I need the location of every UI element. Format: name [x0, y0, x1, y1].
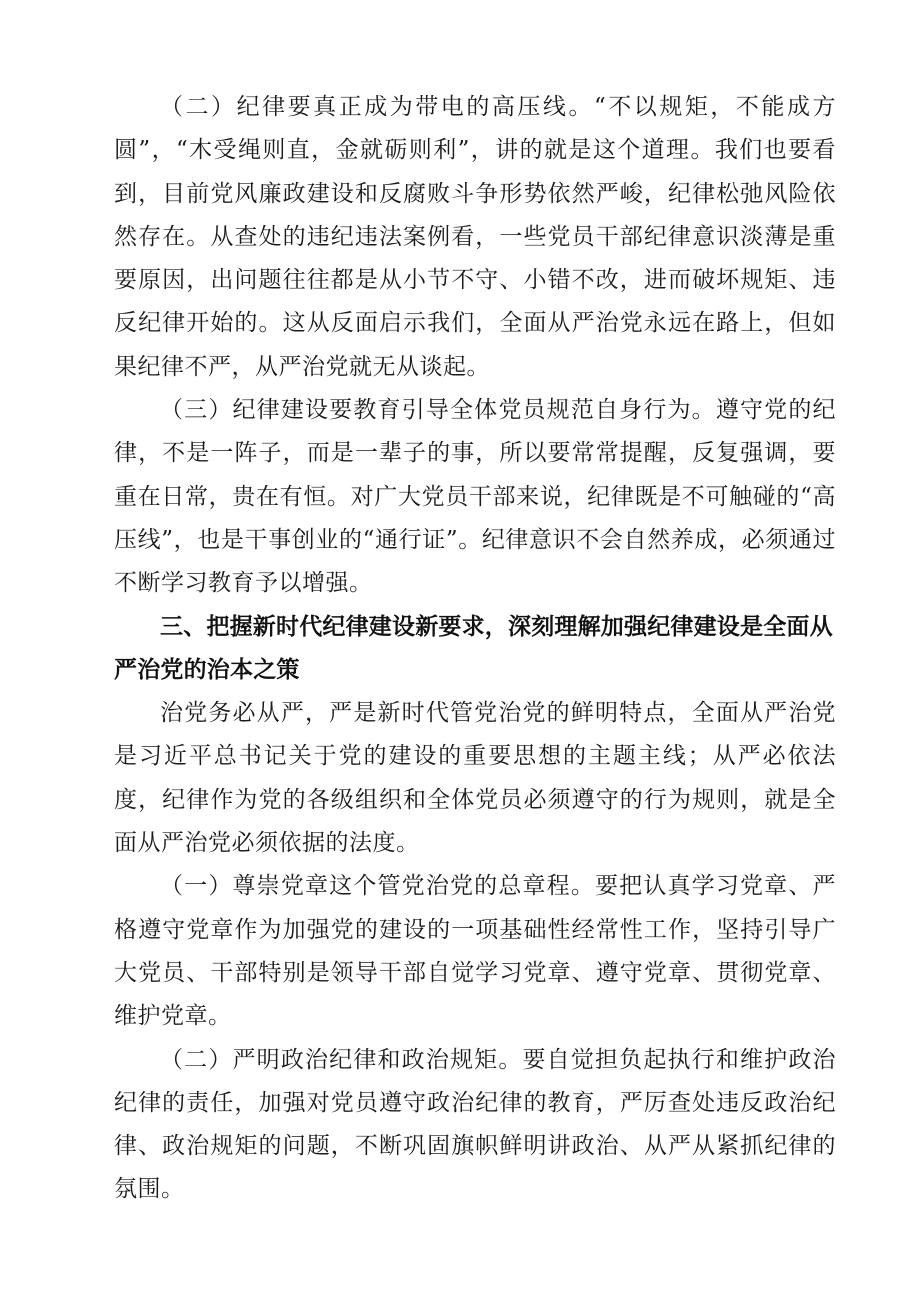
- document-body: [114, 86, 836, 1212]
- paragraph-political-discipline: （二）严明政治纪律和政治规矩。要自觉担负起执行和维护政治纪律的责任，加强对党员遵守政治纪律的教育，严厉查处违反政治纪律、政治规矩的问题，不断巩固旗帜鲜明讲政治、从严从紧抓纪律的氛围。: [114, 1046, 836, 1203]
- section-heading: 三、把握新时代纪律建设新要求，深刻理解加强纪律建设是全面从严治党的治本之策: [114, 613, 833, 683]
- paragraph-discipline-high-voltage: （二）纪律要真正成为带电的高压线。“不以规矩，不能成方圆”，“木受绳则直，金就砺则利”，讲的就是这个道理。我们也要看到，目前党风廉政建设和反腐败斗争形势依然严峻，纪律松弛风险依然存在。从查处的违纪违法案例看，一些党员干部纪律意识淡薄是重要原因，出问题往往都是从小节不守、小错不改，进而破坏规矩、违反纪律开始的。这从反面启示我们，全面从严治党永远在路上，但如果纪律不严，从严治党就无从谈起。: [114, 94, 836, 380]
- paragraph-party-constitution: （一）尊崇党章这个管党治党的总章程。要把认真学习党章、严格遵守党章作为加强党的建设的一项基础性经常性工作，坚持引导广大党员、干部特别是领导干部自觉学习党章、遵守党章、贯彻党章、维护党章。: [114, 873, 836, 1030]
- paragraph-strict-governance: 治党务必从严，严是新时代管党治党的鲜明特点，全面从严治党是习近平总书记关于党的建设的重要思想的主题主线；从严必依法度，纪律作为党的各级组织和全体党员必须遵守的行为规则，就是全面从严治党必须依据的法度。: [114, 700, 836, 857]
- paragraph-discipline-education: （三）纪律建设要教育引导全体党员规范自身行为。遵守党的纪律，不是一阵子，而是一辈子的事，所以要常常提醒，反复强调，要重在日常，贵在有恒。对广大党员干部来说，纪律既是不可触碰的“高压线”，也是干事创业的“通行证”。纪律意识不会自然养成，必须通过不断学习教育予以增强。: [114, 397, 836, 597]
